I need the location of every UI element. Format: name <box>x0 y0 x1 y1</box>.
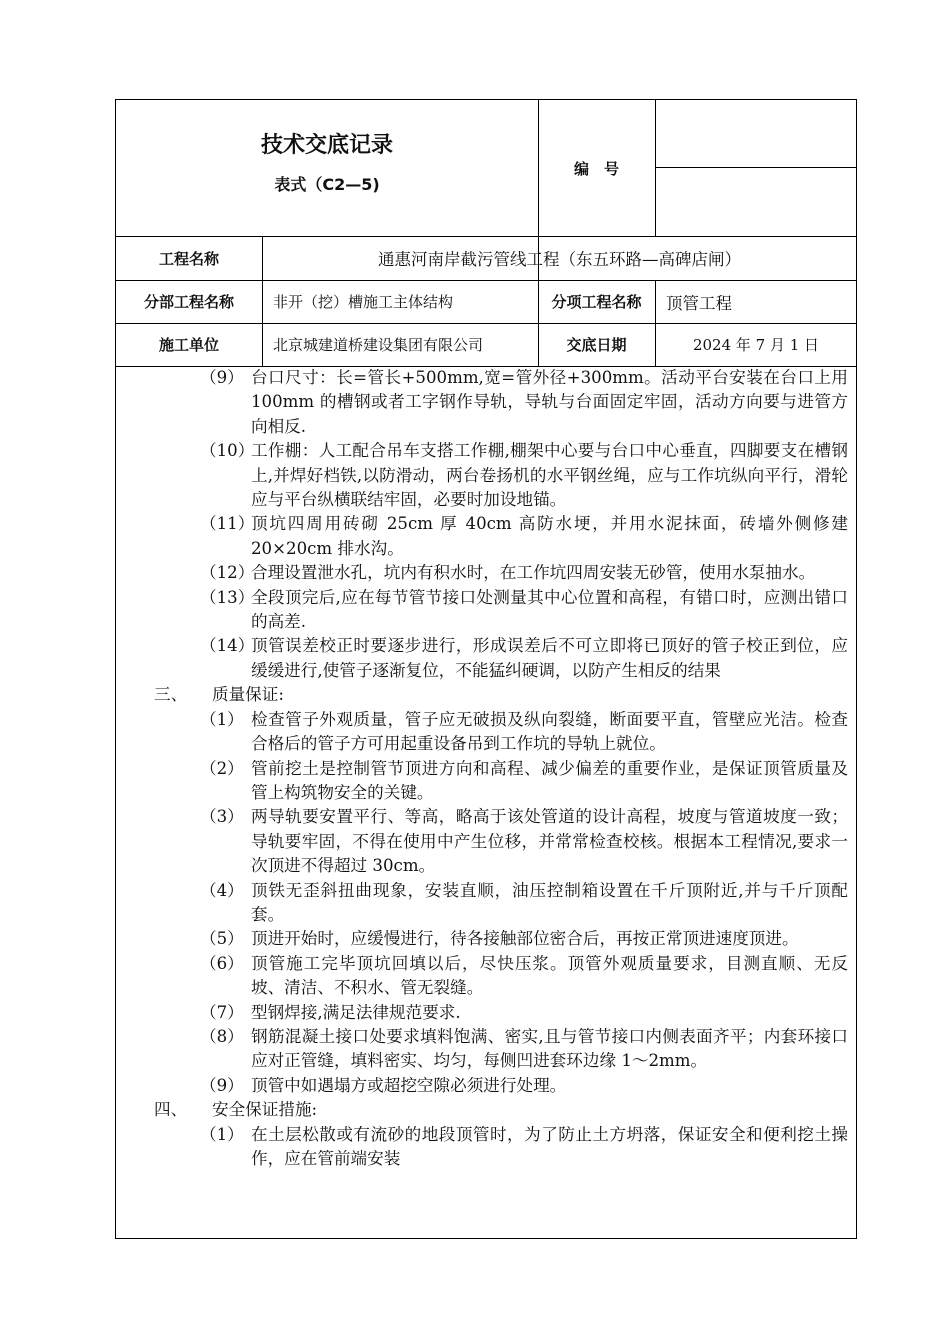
item-number: （9） <box>200 368 244 387</box>
item-group-c <box>116 1123 848 1172</box>
item-number: （7） <box>200 1002 244 1022</box>
item-project-label: 分项工程名称 <box>551 293 642 311</box>
item-number: （1） <box>200 709 244 729</box>
item-group-a <box>116 366 848 683</box>
constructor-value: 北京城建道桥建设集团有限公司 <box>273 336 484 354</box>
section-title: 安全保证措施: <box>212 1100 318 1120</box>
sub-project-label: 分部工程名称 <box>143 293 234 311</box>
item-text: 型钢焊接,满足法律规范要求. <box>251 1002 461 1022</box>
item-number: （2） <box>200 758 244 778</box>
item-number: （14） <box>200 636 255 656</box>
section-number: 四、 <box>154 1100 188 1120</box>
item-text: 台口尺寸：长=管长+500mm,宽=管外径+300mm。活动平台安装在台口上用 100mm 的槽钢或者工字钢作导轨，导轨与台面固定牢固，活动方向要与进管方向相反. <box>251 368 848 436</box>
date-value: 2024 年 7 月 1 日 <box>692 336 820 354</box>
item-text: 顶管施工完毕顶坑回填以后，尽快压浆。顶管外观质量要求，目测直顺、无反坡、清洁、不积水、管无裂缝。 <box>251 953 848 998</box>
item-number: （1） <box>200 1124 244 1144</box>
item-number: （10） <box>200 441 255 461</box>
list-item <box>116 1001 848 1025</box>
section-number: 三、 <box>154 685 188 705</box>
list-item <box>116 952 848 1001</box>
sub-project-value: 非开（挖）槽施工主体结构 <box>273 293 454 311</box>
item-number: （11） <box>200 514 255 534</box>
list-item <box>116 805 848 878</box>
list-item <box>116 586 848 635</box>
number-label: 编 号 <box>573 159 619 178</box>
item-number: （3） <box>200 807 244 827</box>
form-code: 表式（C2—5) <box>274 175 380 194</box>
item-text: 工作棚：人工配合吊车支搭工作棚,棚架中心要与台口中心垂直，四脚要支在槽钢上,并焊好档铁,以防滑动，两台卷扬机的水平钢丝绳，应与工作坑纵向平行，滑轮应与平台纵横联结牢固，必要时加设地锚。 <box>251 441 848 510</box>
project-name-label: 工程名称 <box>158 249 219 268</box>
item-number: （12） <box>200 563 255 583</box>
disclosure-content <box>116 366 856 1171</box>
item-text: 全段顶完后,应在每节管节接口处测量其中心位置和高程，有错口时，应测出错口的高差. <box>251 587 848 632</box>
item-text: 顶管误差校正时要逐步进行，形成误差后不可立即将已顶好的管子校正到位，应缓缓进行,使管子逐渐复位，不能猛纠硬调，以防产生相反的结果 <box>251 636 848 680</box>
grid-line <box>655 167 856 168</box>
item-number: （9） <box>200 1075 244 1095</box>
item-number: （5） <box>200 929 244 949</box>
list-item <box>116 634 848 683</box>
list-item <box>116 927 848 951</box>
project-name-value: 通惠河南岸截污管线工程（东五环路—高碑店闸） <box>378 250 741 269</box>
item-group-b <box>116 708 848 1099</box>
list-item <box>116 561 848 585</box>
item-text: 检查管子外观质量，管子应无破损及纵向裂缝，断面要平直，管壁应光洁。检查合格后的管子方可用起重设备吊到工作坑的导轨上就位。 <box>251 709 848 754</box>
list-item <box>116 1123 848 1172</box>
item-text: 顶进开始时，应缓慢进行，待各接触部位密合后，再按正常顶进速度顶进。 <box>251 929 799 949</box>
list-item <box>116 708 848 757</box>
item-text: 顶铁无歪斜扭曲现象，安装直顺，油压控制箱设置在千斤顶附近,并与千斤顶配套。 <box>251 880 848 924</box>
section-heading <box>116 1098 848 1122</box>
list-item <box>116 757 848 806</box>
section-heading <box>116 683 848 707</box>
number-value-cell-2[interactable] <box>656 168 856 236</box>
item-number: （4） <box>200 880 244 900</box>
item-text: 钢筋混凝土接口处要求填料饱满、密实,且与管节接口内侧表面齐平；内套环接口应对正管缝，填料密实、均匀，每侧凹进套环边缘 1～2mm。 <box>251 1026 848 1071</box>
item-number: （8） <box>200 1026 244 1046</box>
item-number: （13） <box>200 587 255 607</box>
number-value-cell-1[interactable] <box>656 100 856 168</box>
item-text: 在土层松散或有流砂的地段顶管时，为了防止土方坍落，保证安全和便利挖土操作，应在管前端安装 <box>251 1124 848 1168</box>
item-text: 合理设置泄水孔，坑内有积水时，在工作坑四周安装无砂管，使用水泵抽水。 <box>251 563 816 583</box>
item-text: 顶管中如遇塌方或超挖空隙必须进行处理。 <box>251 1075 567 1095</box>
list-item <box>116 366 848 439</box>
list-item <box>116 1074 848 1098</box>
list-item <box>116 1025 848 1074</box>
section-title: 质量保证: <box>212 685 284 705</box>
grid-line <box>655 100 656 236</box>
item-text: 管前挖土是控制管节顶进方向和高程、减少偏差的重要作业，是保证顶管质量及管上构筑物安全的关键。 <box>251 758 848 802</box>
constructor-label: 施工单位 <box>158 336 219 354</box>
list-item <box>116 879 848 928</box>
item-text: 两导轨要安置平行、等高，略高于该处管道的设计高程，坡度与管道坡度一致；导轨要牢固，不得在使用中产生位移，并常常检查校核。根据本工程情况,要求一次顶进不得超过 30cm。 <box>251 807 848 876</box>
item-text: 顶坑四周用砖砌 25cm 厚 40cm 高防水埂，并用水泥抹面，砖墙外侧修建 20×20cm 排水沟。 <box>251 514 848 558</box>
date-label: 交底日期 <box>566 336 627 354</box>
item-project-value: 顶管工程 <box>666 293 732 313</box>
record-form <box>115 99 857 1239</box>
form-title: 技术交底记录 <box>260 133 393 158</box>
item-number: （6） <box>200 953 244 973</box>
list-item <box>116 439 848 512</box>
list-item <box>116 512 848 561</box>
